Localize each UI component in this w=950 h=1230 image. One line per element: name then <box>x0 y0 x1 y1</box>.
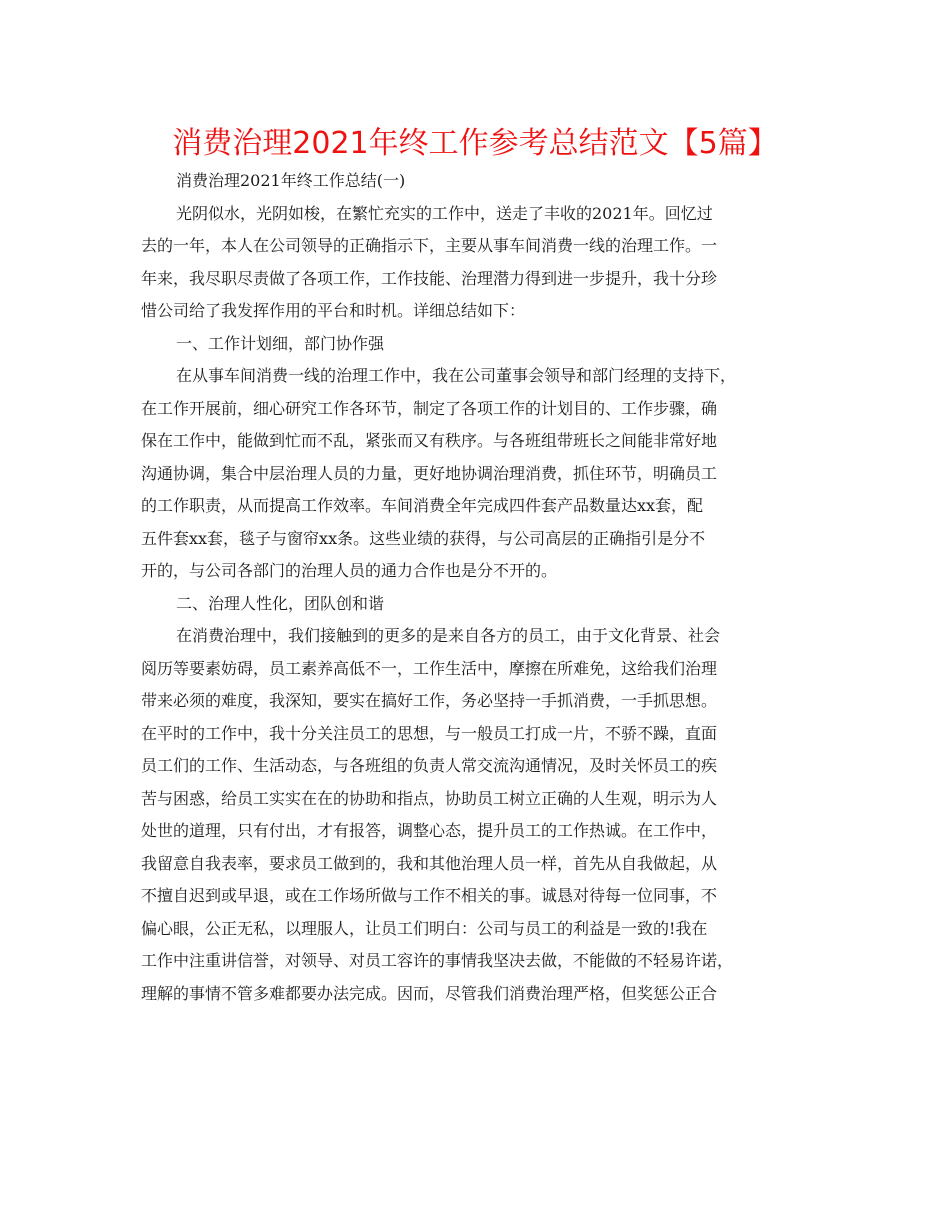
text-line: 在消费治理中，我们接触到的更多的是来自各方的员工，由于文化背景、社会 <box>176 626 721 645</box>
text-line: 理解的事情不管多难都要办法完成。因而，尽管我们消费治理严格，但奖惩公正合 <box>141 983 718 1003</box>
text-line: 的工作职责，从而提高工作效率。车间消费全年完成四件套产品数量达xx套，配 <box>141 496 704 515</box>
text-line: 光阴似水，光阴如梭，在繁忙充实的工作中，送走了丰收的2021年。回忆过 <box>176 203 713 223</box>
text-line: 一、工作计划细，部门协作强 <box>176 333 385 353</box>
text-line: 保在工作中，能做到忙而不乱，紧张而又有秩序。与各班组带班长之间能非常好地 <box>141 431 718 450</box>
text-line: 处世的道理，只有付出，才有报答，调整心态，提升员工的工作热诚。在工作中， <box>141 821 718 840</box>
text-line: 五件套xx套，毯子与窗帘xx条。这些业绩的获得，与公司高层的正确指引是分不 <box>141 528 706 548</box>
text-line: 带来必须的难度，我深知，要实在搞好工作，务必坚持一手抓消费，一手抓思想。 <box>141 691 718 710</box>
text-line: 在从事车间消费一线的治理工作中，我在公司董事会领导和部门经理的支持下， <box>176 366 737 385</box>
text-line: 惜公司给了我发挥作用的平台和时机。详细总结如下： <box>141 301 526 320</box>
text-line: 消费治理2021年终工作总结(一) <box>176 171 406 190</box>
text-line: 二、治理人性化，团队创和谐 <box>176 593 385 613</box>
text-line: 工作中注重讲信誉，对领导、对员工容许的事情我坚决去做，不能做的不轻易许诺， <box>141 951 734 970</box>
text-line: 去的一年，本人在公司领导的正确指示下，主要从事车间消费一线的治理工作。一 <box>141 236 718 255</box>
text-line: 阅历等要素妨碍，员工素养高低不一，工作生活中，摩擦在所难免，这给我们治理 <box>141 658 718 678</box>
text-line: 不擅自迟到或早退，或在工作场所做与工作不相关的事。诚恳对待每一位同事，不 <box>141 886 718 905</box>
text-line: 员工们的工作、生活动态，与各班组的负责人常交流沟通情况，及时关怀员工的疾 <box>141 756 718 775</box>
text-line: 在工作开展前，细心研究工作各环节，制定了各项工作的计划目的、工作步骤，确 <box>141 398 718 418</box>
text-line: 开的，与公司各部门的治理人员的通力合作也是分不开的。 <box>141 561 558 580</box>
text-line: 沟通协调，集合中层治理人员的力量，更好地协调治理消费，抓住环节，明确员工 <box>141 463 718 483</box>
text-line: 年来，我尽职尽责做了各项工作，工作技能、治理潜力得到进一步提升，我十分珍 <box>141 268 718 288</box>
text-line: 偏心眼，公正无私，以理服人，让员工们明白：公司与员工的利益是一致的!我在 <box>141 918 708 938</box>
document-body <box>141 165 813 1010</box>
text-line: 在平时的工作中，我十分关注员工的思想，与一般员工打成一片，不骄不躁，直面 <box>141 723 718 743</box>
document-title: 消费治理2021年终工作参考总结范文【5篇】 <box>172 126 778 161</box>
text-line: 苦与困惑，给员工实实在在的协助和指点，协助员工树立正确的人生观，明示为人 <box>141 788 718 808</box>
text-line: 我留意自我表率，要求员工做到的，我和其他治理人员一样，首先从自我做起，从 <box>141 853 718 873</box>
